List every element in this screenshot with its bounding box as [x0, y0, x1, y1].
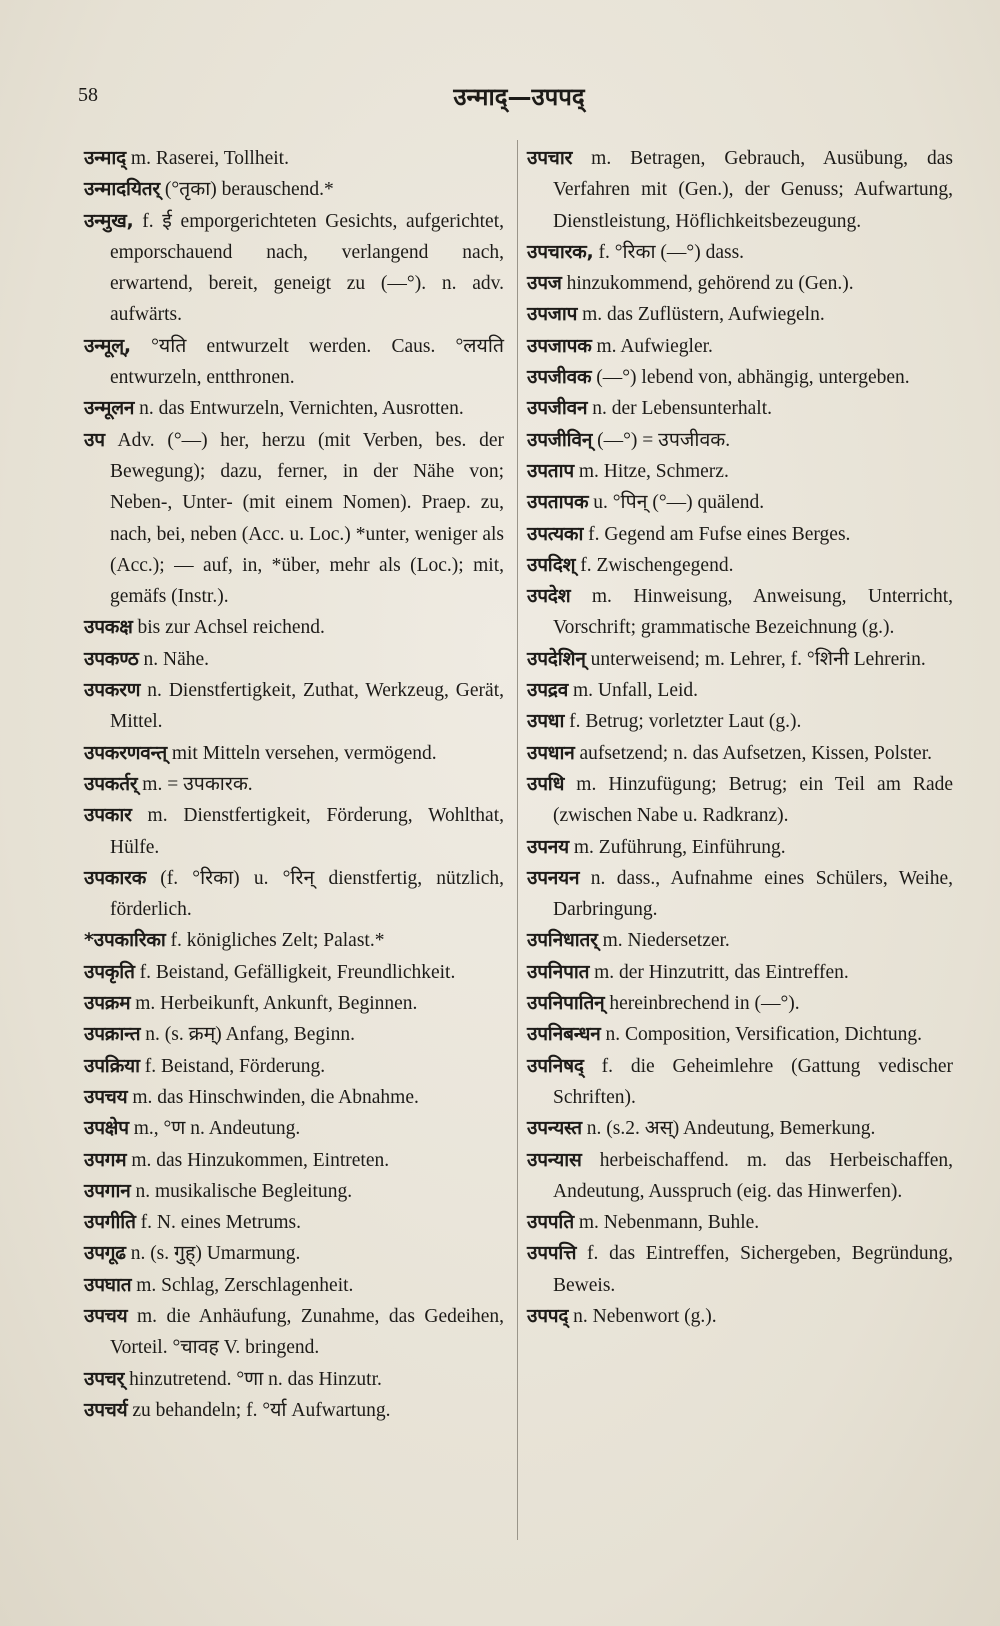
entry-definition: f. Beistand, Förderung.: [139, 1055, 326, 1077]
entry-headword: उपकारक: [84, 866, 147, 889]
entry-headword: उपज: [527, 272, 562, 295]
dictionary-entry: [84, 1207, 504, 1238]
dictionary-entry: [527, 550, 953, 581]
entry-headword: उपपद्: [527, 1304, 569, 1327]
entry-definition: aufsetzend; n. das Aufsetzen, Kissen, Polster.: [574, 742, 932, 764]
dictionary-entry: [84, 1301, 504, 1364]
dictionary-entry: [84, 1082, 504, 1113]
entry-headword: *उपकारिका: [84, 929, 166, 952]
entry-definition: n. (s.2. अस्) Andeutung, Bemerkung.: [581, 1118, 876, 1140]
entry-headword: उन्मादयितर्: [84, 178, 160, 201]
entry-headword: उपकृति: [84, 960, 135, 983]
dictionary-entry: [84, 1238, 504, 1269]
entry-headword: उन्माद्: [84, 147, 127, 169]
entry-definition: m. Dienstfertigkeit, Förderung, Wohlthat, Hülfe.: [110, 805, 504, 858]
column-divider: [517, 140, 518, 1540]
entry-definition: m. Hinweisung, Anweisung, Unterricht, Vorschrift; grammatische Bezeichnung (g.).: [553, 586, 953, 639]
dictionary-entry: [527, 675, 953, 706]
entry-definition: zu behandeln; f. °र्या Aufwartung.: [127, 1399, 391, 1421]
dictionary-entry: [527, 268, 953, 299]
entry-definition: n. (s. क्रम्) Anfang, Beginn.: [140, 1024, 355, 1046]
entry-headword: उपकरणवन्त्: [84, 741, 167, 764]
dictionary-entry: [527, 299, 953, 330]
dictionary-entry: [84, 800, 504, 863]
dictionary-entry: [527, 988, 953, 1019]
dictionary-entry: [84, 675, 504, 738]
entry-definition: m. das Hinzukommen, Eintreten.: [126, 1149, 390, 1171]
entry-headword: उन्मूल्,: [84, 334, 131, 357]
entry-headword: उपधि: [527, 772, 565, 795]
entry-definition: f. das Eintreffen, Sichergeben, Begründung, Beweis.: [553, 1243, 953, 1296]
page-number: 58: [78, 84, 98, 106]
dictionary-entry: [527, 738, 953, 769]
entry-definition: herbeischaffend. m. das Herbeischaffen, Andeutung, Ausspruch (eig. das Hinwerfen).: [553, 1149, 953, 1202]
entry-headword: उपपति: [527, 1211, 574, 1234]
dictionary-entry: [527, 1207, 953, 1238]
entry-headword: उपनिबन्धन: [527, 1023, 601, 1046]
dictionary-entry: [527, 1019, 953, 1050]
entry-headword: उपगान: [84, 1179, 131, 1202]
dictionary-entry: [527, 1113, 953, 1144]
dictionary-entry: [527, 1238, 953, 1301]
dictionary-entry: [527, 362, 953, 393]
entry-definition: m. Raserei, Tollheit.: [126, 148, 289, 169]
entry-definition: hinzutretend. °णा n. das Hinzutr.: [124, 1368, 382, 1390]
dictionary-entry: [527, 863, 953, 926]
entry-headword: उपन्यस्त: [527, 1117, 582, 1140]
dictionary-entry: [84, 769, 504, 800]
entry-definition: m. = उपकारक.: [137, 773, 253, 795]
dictionary-entry: [84, 988, 504, 1019]
dictionary-entry: [527, 425, 953, 456]
entry-headword: उपक्रम: [84, 992, 131, 1015]
dictionary-entry: [84, 925, 504, 956]
dictionary-entry: [527, 644, 953, 675]
entry-definition: n. der Lebensunterhalt.: [587, 398, 772, 420]
dictionary-entry: [84, 612, 504, 643]
entry-definition: m. der Hinzutritt, das Eintreffen.: [589, 961, 849, 983]
dictionary-entry: [84, 1364, 504, 1395]
entry-headword: उपताप: [527, 459, 574, 482]
right-column: [527, 143, 953, 1332]
entry-headword: उपचय: [84, 1085, 128, 1108]
dictionary-entry: [84, 1176, 504, 1207]
entry-definition: (f. °रिका) u. °रिन् dienstfertig, nützlich, förderlich.: [110, 867, 504, 921]
dictionary-entry: [527, 925, 953, 956]
entry-headword: उपगूढ: [84, 1242, 126, 1265]
entry-headword: उपनिपातिन्: [527, 992, 605, 1015]
entry-definition: m. das Hinschwinden, die Abnahme.: [127, 1086, 419, 1108]
entry-headword: उन्मूलन: [84, 397, 135, 420]
entry-headword: उपदेशिन्: [527, 647, 586, 670]
entry-headword: उपक्षेप: [84, 1117, 129, 1140]
entry-headword: उपन्यास: [527, 1148, 582, 1171]
entry-headword: उपक्रिया: [84, 1054, 140, 1077]
entry-headword: उपकार: [84, 804, 132, 827]
dictionary-entry: [84, 957, 504, 988]
entry-definition: m., °ण n. Andeutung.: [128, 1118, 301, 1140]
entry-definition: Adv. (°—) her, herzu (mit Verben, bes. der Bewegung); dazu, ferner, in der Nähe von; Neben-, Unter- (mit einem Nomen). Praep. zu, nach, bei, neben (Acc. u. Loc.) *unter, weniger als (Acc.); — auf, in, *über, mehr als (Loc.); mit, gemäfs (Instr.).: [104, 429, 504, 608]
entry-headword: उपनिषद्: [527, 1054, 584, 1077]
running-head: उन्माद्—उपपद्: [453, 83, 585, 111]
dictionary-entry: [527, 1051, 953, 1114]
entry-definition: f. Betrug; vorletzter Laut (g.).: [564, 711, 802, 733]
entry-headword: उन्मुख,: [84, 209, 134, 232]
entry-headword: उपद्रव: [527, 679, 569, 702]
entry-definition: unterweisend; m. Lehrer, f. °शिनी Lehrerin.: [585, 648, 926, 670]
entry-headword: उपतापक: [527, 491, 589, 514]
entry-definition: u. °पिन् (°—) quälend.: [588, 492, 765, 514]
entry-definition: hereinbrechend in (—°).: [604, 993, 800, 1015]
entry-definition: n. (s. गुह्) Umarmung.: [125, 1243, 301, 1265]
dictionary-entry: [527, 519, 953, 550]
entry-headword: उपघात: [84, 1273, 132, 1296]
entry-headword: उपत्यका: [527, 522, 584, 545]
entry-headword: उपनय: [527, 835, 569, 858]
entry-definition: f. die Geheimlehre (Gattung vedischer Schriften).: [553, 1055, 953, 1108]
entry-definition: m. die Anhäufung, Zunahme, das Gedeihen, Vorteil. °चावह V. bringend.: [110, 1305, 504, 1359]
entry-definition: m. Aufwiegler.: [591, 335, 713, 357]
dictionary-entry: [527, 1145, 953, 1208]
dictionary-entry: [84, 143, 504, 174]
entry-definition: mit Mitteln versehen, vermögend.: [166, 742, 437, 764]
entry-definition: m. Unfall, Leid.: [568, 680, 699, 702]
entry-definition: f. N. eines Metrums.: [135, 1212, 301, 1234]
left-column: [84, 143, 504, 1426]
entry-headword: उपदिश्: [527, 553, 576, 576]
entry-headword: उपजापक: [527, 334, 592, 357]
entry-headword: उपकण्ठ: [84, 647, 139, 670]
entry-headword: उपजीवक: [527, 366, 592, 389]
entry-definition: (—°) = उपजीवक.: [592, 429, 731, 451]
entry-definition: f. °रिका (—°) dass.: [593, 241, 745, 263]
entry-definition: °यति entwurzelt werden. Caus. °लयति entwurzeln, entthronen.: [110, 335, 504, 389]
entry-headword: उप: [84, 428, 105, 451]
entry-definition: f. königliches Zelt; Palast.*: [165, 930, 385, 952]
dictionary-entry: [527, 957, 953, 988]
entry-definition: bis zur Achsel reichend.: [132, 617, 325, 639]
dictionary-entry: [84, 1113, 504, 1144]
entry-headword: उपक्रान्त: [84, 1023, 141, 1046]
entry-headword: उपजीवन: [527, 397, 588, 420]
entry-definition: m. Niedersetzer.: [597, 930, 730, 952]
entry-definition: f. Gegend am Fufse eines Berges.: [583, 523, 851, 545]
entry-definition: m. Schlag, Zerschlagenheit.: [131, 1274, 354, 1296]
entry-definition: m. Hinzufügung; Betrug; ein Teil am Rade (zwischen Nabe u. Radkranz).: [553, 773, 953, 827]
entry-headword: उपचय: [84, 1304, 128, 1327]
entry-definition: f. Beistand, Gefälligkeit, Freundlichkeit.: [134, 961, 456, 983]
entry-headword: उपचर्: [84, 1367, 125, 1390]
dictionary-entry: [527, 706, 953, 737]
entry-headword: उपधा: [527, 710, 565, 733]
dictionary-entry: [527, 143, 953, 237]
dictionary-entry: [84, 1270, 504, 1301]
entry-headword: उपनयन: [527, 866, 580, 889]
page-header: [78, 78, 960, 118]
entry-headword: उपकर्तर्: [84, 772, 138, 795]
entry-definition: n. musikalische Begleitung.: [130, 1180, 353, 1202]
entry-definition: m. Hitze, Schmerz.: [573, 460, 729, 482]
entry-definition: n. das Entwurzeln, Vernichten, Ausrotten.: [134, 398, 464, 420]
dictionary-entry: [84, 206, 504, 331]
dictionary-entry: [84, 174, 504, 205]
dictionary-entry: [84, 1145, 504, 1176]
entry-headword: उपनिपात: [527, 960, 590, 983]
dictionary-entry: [84, 1051, 504, 1082]
entry-headword: उपगम: [84, 1148, 127, 1171]
dictionary-entry: [527, 331, 953, 362]
dictionary-entry: [84, 425, 504, 613]
entry-definition: f. ई emporgerichteten Gesichts, aufgerichtet, emporschauend nach, verlangend nach, erwartend, bereit, geneigt zu (—°). n. adv. aufwärts.: [110, 210, 504, 326]
dictionary-entry: [84, 1019, 504, 1050]
entry-definition: (—°) lebend von, abhängig, untergeben.: [591, 367, 910, 389]
entry-definition: n. Dienstfertigkeit, Zuthat, Werkzeug, Gerät, Mittel.: [110, 680, 504, 733]
entry-definition: n. Nebenwort (g.).: [568, 1305, 717, 1327]
entry-headword: उपधान: [527, 741, 575, 764]
entry-definition: hinzukommend, gehörend zu (Gen.).: [561, 273, 854, 295]
entry-definition: m. Nebenmann, Buhle.: [573, 1212, 760, 1234]
entry-headword: उपचारक,: [527, 240, 594, 263]
entry-definition: m. Herbeikunft, Ankunft, Beginnen.: [130, 993, 418, 1015]
entry-headword: उपजीविन्: [527, 428, 593, 451]
entry-headword: उपकरण: [84, 679, 141, 702]
entry-definition: n. Nähe.: [138, 648, 210, 670]
entry-definition: m. das Zuflüstern, Aufwiegeln.: [577, 304, 825, 326]
entry-headword: उपचार: [527, 147, 573, 169]
entry-headword: उपजाप: [527, 303, 578, 326]
entry-definition: n. dass., Aufnahme eines Schülers, Weihe, Darbringung.: [553, 867, 953, 921]
entry-definition: f. Zwischengegend.: [575, 554, 734, 576]
entry-definition: m. Betragen, Gebrauch, Ausübung, das Verfahren mit (Gen.), der Genuss; Aufwartung, Dienstleistung, Höflichkeitsbezeugung.: [553, 148, 953, 232]
entry-headword: उपचर्य: [84, 1398, 128, 1421]
entry-definition: n. Composition, Versification, Dichtung.: [600, 1024, 922, 1046]
dictionary-entry: [84, 331, 504, 394]
dictionary-entry: [84, 863, 504, 926]
dictionary-entry: [527, 237, 953, 268]
dictionary-entry: [84, 393, 504, 424]
entry-definition: (°तृका) berauschend.*: [159, 179, 334, 201]
dictionary-entry: [527, 393, 953, 424]
entry-headword: उपकक्ष: [84, 616, 133, 639]
dictionary-entry: [527, 581, 953, 644]
entry-definition: m. Zuführung, Einführung.: [568, 836, 786, 858]
dictionary-entry: [84, 1395, 504, 1426]
entry-headword: उपदेश: [527, 585, 571, 608]
dictionary-entry: [527, 487, 953, 518]
dictionary-entry: [84, 644, 504, 675]
entry-headword: उपगीति: [84, 1211, 136, 1234]
dictionary-entry: [527, 769, 953, 832]
dictionary-entry: [527, 832, 953, 863]
dictionary-entry: [84, 738, 504, 769]
entry-headword: उपपत्ति: [527, 1242, 577, 1265]
dictionary-entry: [527, 456, 953, 487]
entry-headword: उपनिधातर्: [527, 929, 598, 952]
dictionary-entry: [527, 1301, 953, 1332]
